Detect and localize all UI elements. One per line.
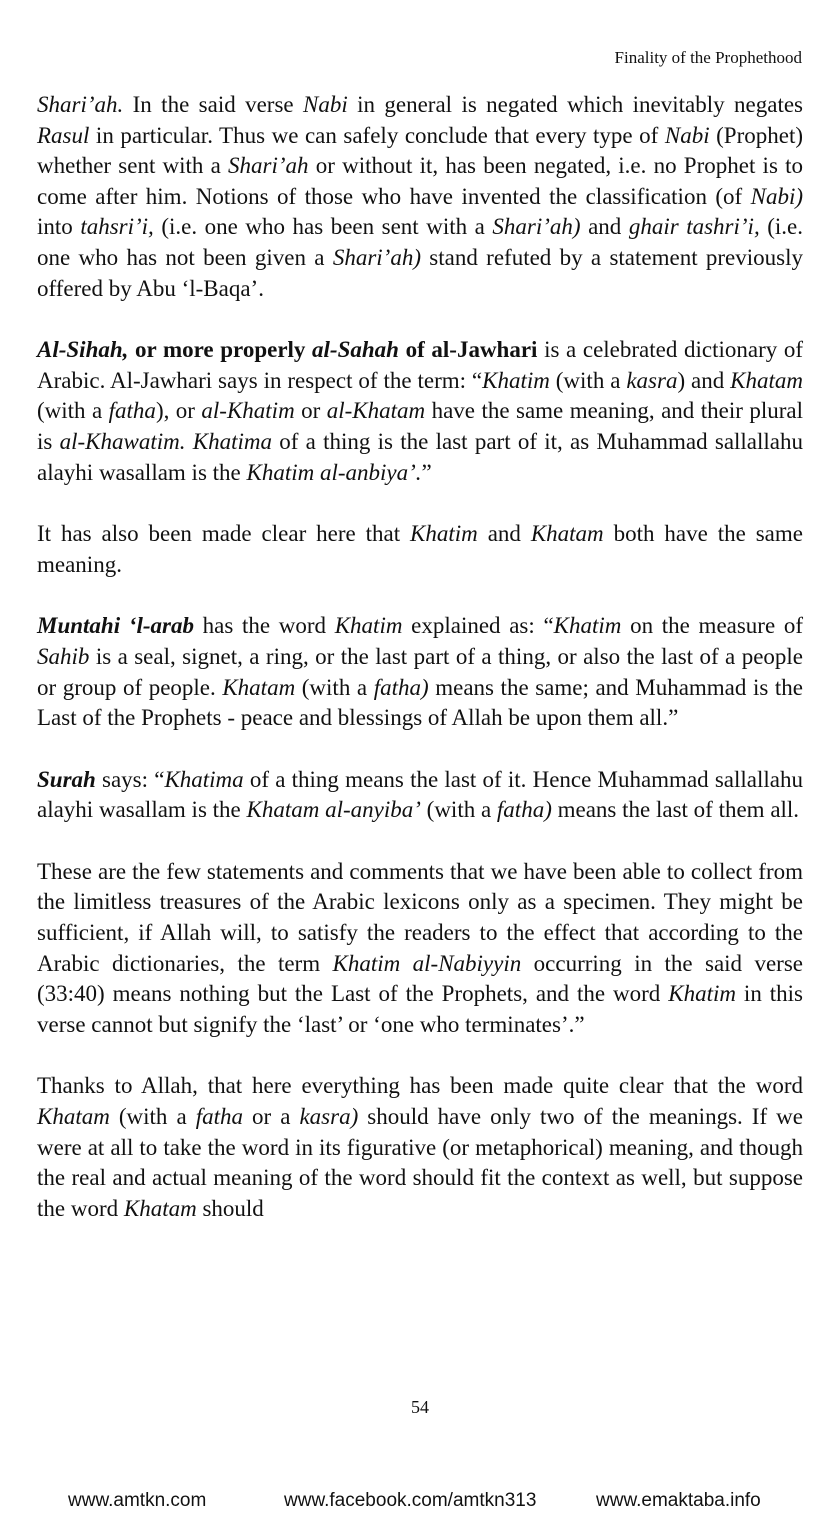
running-header: Finality of the Prophethood	[614, 48, 802, 67]
text-run: Khatima	[164, 766, 244, 792]
text-run: al-Sahah	[312, 337, 399, 363]
text-run: fatha	[108, 398, 156, 424]
body-text	[37, 90, 803, 1255]
text-run: Khatim	[482, 367, 550, 393]
text-run: al-Khawatim.	[59, 428, 186, 454]
paragraph-4	[37, 611, 803, 733]
text-run: Khatim al-anbiya’.	[246, 459, 422, 485]
text-run: Khatim	[553, 613, 622, 639]
paragraph-6	[37, 857, 803, 1041]
text-run: Nabi)	[750, 183, 803, 209]
text-run	[185, 429, 192, 454]
paragraph-3	[37, 519, 803, 580]
text-run: Khatam	[123, 1195, 197, 1221]
text-run: fatha)	[496, 797, 552, 823]
text-run: explained as: “	[402, 613, 554, 639]
text-run: tahsri’i,	[80, 214, 154, 240]
text-run: fatha	[195, 1104, 243, 1130]
text-run: Shari’ah.	[37, 92, 124, 117]
text-run: has the word	[193, 613, 335, 639]
text-run: Shari’ah)	[492, 214, 581, 240]
text-run: or without it, has been negated, i.e. no Prophet is to come after him. Notions of those who have invented the classification (of	[37, 153, 803, 209]
page-number: 54	[411, 1397, 429, 1417]
text-run: kasra)	[299, 1104, 359, 1130]
text-run: These are the few statements and comments that we have been able to collect from the limitless treasures of the Arabic lexicons only as a specimen. They might be sufficient, if Allah will, to satisfy the readers to the effect that according to the Arabic dictionaries, the term	[37, 858, 803, 976]
text-run: says: “	[95, 766, 165, 792]
text-run: Khatim	[410, 521, 478, 547]
text-run: Khatam	[730, 367, 803, 393]
text-run: both have the same meaning.	[37, 521, 803, 577]
text-run: Al-Sihah,	[37, 337, 129, 363]
text-run: al-Khatam	[326, 398, 426, 424]
text-run: in particular. Thus we can safely conclude that every type of	[89, 122, 665, 148]
text-run: in general is negated which inevitably negates	[347, 92, 803, 117]
text-run: Khatim	[668, 981, 736, 1007]
text-run: It has also been made clear here that	[37, 521, 411, 547]
text-run: ), or	[155, 398, 202, 424]
text-run: (with a	[420, 797, 497, 823]
text-run: Khatam	[37, 1104, 110, 1130]
text-run: or a	[242, 1104, 300, 1130]
text-run: on the measure of	[621, 613, 804, 639]
text-run: ) and	[677, 367, 731, 393]
text-run: (with a	[549, 367, 627, 393]
text-run: occurring in the said verse (33:40) means nothing but the Last of the Prophets, and the word	[37, 950, 803, 1007]
text-run: Muntahi ‘l-arab	[37, 613, 194, 639]
text-run: of a thing means the last of it. Hence Muhammad sallallahu alayhi wasallam is the	[37, 766, 803, 823]
text-run: (with a	[295, 674, 374, 700]
text-run: Khatam	[222, 674, 296, 700]
text-run: in this verse cannot but signify the ‘last’ or ‘one who terminates’.”	[37, 981, 803, 1037]
text-run: (with a	[37, 398, 109, 424]
text-run: Khatam	[530, 521, 604, 547]
text-run: and	[477, 521, 531, 547]
text-run: Thanks to Allah, that here everything has been made quite clear that the word	[37, 1073, 803, 1099]
text-run: Khatima	[192, 428, 272, 454]
text-run: or	[294, 398, 327, 424]
footer-link-facebook[interactable]: www.facebook.com/amtkn313	[284, 1490, 537, 1511]
text-run: (i.e. one who has not been given a	[37, 214, 803, 270]
text-run: (i.e. one who has been sent with a	[153, 214, 493, 240]
footer-link-emaktaba[interactable]: www.emaktaba.info	[596, 1490, 761, 1511]
text-run: is a celebrated dictionary of Arabic. Al-Jawhari says in respect of the term: “	[37, 337, 804, 393]
text-run: means the same; and Muhammad is the Last of the Prophets - peace and blessings of Allah be upon them all.”	[37, 674, 803, 731]
text-run: Sahib	[37, 643, 90, 669]
text-run: Surah	[37, 766, 96, 792]
text-run: Shari’ah	[228, 153, 309, 179]
text-run: or more properly	[128, 337, 313, 363]
text-run: In the said verse	[123, 92, 303, 117]
text-run: should have only two of the meanings. If we were at all to take the word in its figurative (or metaphorical) meaning, and though the real and actual meaning of the word should fit the context as well, but suppose the word	[37, 1104, 803, 1221]
text-run: of al-Jawhari	[398, 337, 538, 363]
text-run: and	[580, 214, 629, 240]
text-run: means the last of them all.	[551, 797, 800, 823]
text-run: al-Khatim	[201, 398, 295, 424]
paragraph-5	[37, 765, 803, 826]
text-run: Shari’ah)	[332, 244, 421, 270]
paragraph-7	[37, 1071, 803, 1224]
text-run: Khatam al-anyiba’	[246, 797, 421, 823]
text-run: into	[37, 214, 81, 240]
text-run: ”	[421, 459, 432, 485]
text-run: is a seal, signet, a ring, or the last part of a thing, or also the last of a people or group of people.	[37, 643, 803, 700]
text-run: have the same meaning, and their plural is	[37, 398, 803, 454]
text-run: (with a	[109, 1104, 196, 1130]
paragraph-2	[37, 335, 803, 488]
text-run: should	[196, 1195, 264, 1221]
text-run: Khatim al-Nabiyyin	[332, 950, 522, 976]
text-run: kasra	[626, 367, 678, 393]
text-run: (Prophet) whether sent with a	[37, 122, 803, 179]
text-run: Rasul	[37, 122, 90, 148]
paragraph-1	[37, 90, 803, 304]
text-run: fatha)	[373, 674, 429, 700]
text-run: Khatim	[334, 613, 403, 639]
text-run: Nabi	[303, 92, 348, 117]
footer-link-amtkn[interactable]: www.amtkn.com	[68, 1490, 207, 1511]
text-run: stand refuted by a statement previously offered by Abu ‘l-Baqa’.	[37, 244, 803, 301]
text-run: of a thing is the last part of it, as Muhammad sallallahu alayhi wasallam is the	[37, 428, 804, 485]
text-run: ghair tashri’i,	[628, 214, 760, 240]
text-run: Nabi	[664, 122, 710, 148]
